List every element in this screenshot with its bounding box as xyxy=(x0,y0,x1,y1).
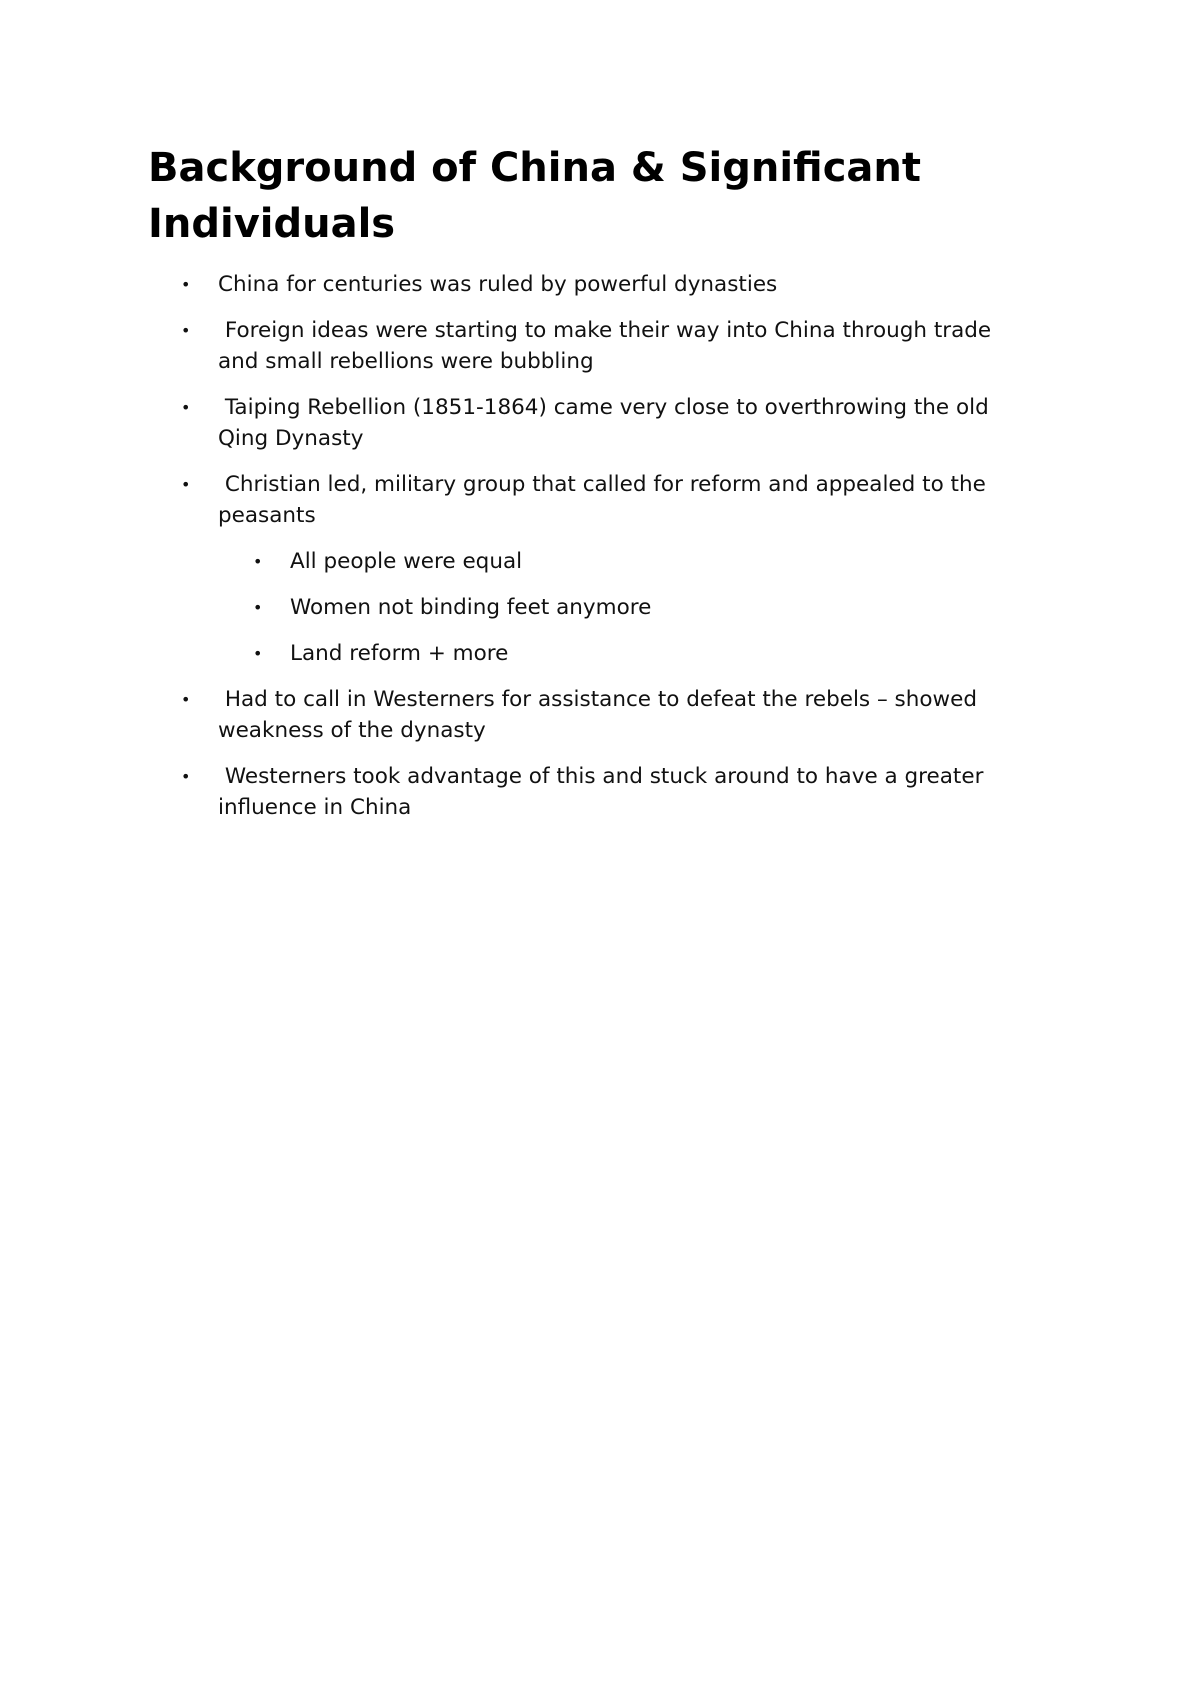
bullet-item xyxy=(148,392,1028,454)
bullet-icon: • xyxy=(253,598,263,617)
bullet-item xyxy=(148,269,1028,300)
bullet-item xyxy=(148,684,1028,746)
bullet-text: Westerners took advantage of this and stuck around to have a greater influence in China xyxy=(218,764,991,820)
bullet-text: China for centuries was ruled by powerful dynasties xyxy=(218,272,778,297)
bullet-icon: • xyxy=(181,767,191,786)
sub-bullet-item xyxy=(148,546,1028,577)
bullet-item xyxy=(148,469,1028,531)
bullet-text: All people were equal xyxy=(290,549,523,574)
bullet-text: Foreign ideas were starting to make their way into China through trade and small rebellions were bubbling xyxy=(218,318,999,374)
bullet-list xyxy=(148,269,1048,823)
bullet-text: Taiping Rebellion (1851-1864) came very close to overthrowing the old Qing Dynasty xyxy=(218,395,996,451)
bullet-icon: • xyxy=(181,321,191,340)
document-title: Background of China & Significant Individuals xyxy=(148,145,921,247)
bullet-icon: • xyxy=(253,644,263,663)
bullet-text: Land reform + more xyxy=(290,641,509,666)
sub-bullet-item xyxy=(148,638,1028,669)
bullet-icon: • xyxy=(253,552,263,571)
bullet-item xyxy=(148,315,1028,377)
document-content xyxy=(148,140,1048,838)
bullet-item xyxy=(148,761,1028,823)
sub-bullet-item xyxy=(148,592,1028,623)
bullet-icon: • xyxy=(181,690,191,709)
bullet-text: Christian led, military group that called for reform and appealed to the peasants xyxy=(218,472,993,528)
bullet-icon: • xyxy=(181,398,191,417)
bullet-text: Had to call in Westerners for assistance to defeat the rebels – showed weakness of the dynasty xyxy=(218,687,984,743)
bullet-icon: • xyxy=(181,475,191,494)
bullet-icon: • xyxy=(181,275,191,294)
bullet-text: Women not binding feet anymore xyxy=(290,595,652,620)
